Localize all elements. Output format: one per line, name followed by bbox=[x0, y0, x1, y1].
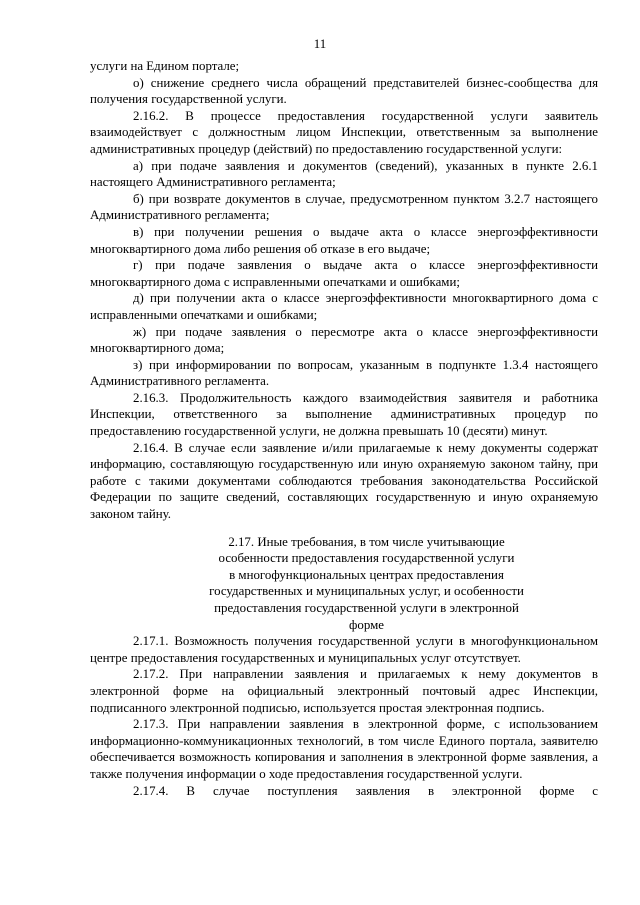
paragraph-item-z: з) при информировании по вопросам, указанным в подпункте 1.3.4 настоящего Административного регламента. bbox=[90, 357, 598, 389]
section-heading-line: форме bbox=[349, 617, 384, 632]
paragraph-2-17-4: 2.17.4. В случае поступления заявления в электронной форме с bbox=[133, 783, 598, 798]
section-heading-line: государственных и муниципальных услуг, и особенности bbox=[209, 584, 524, 599]
paragraph-continuation: услуги на Едином портале; bbox=[90, 59, 240, 73]
paragraph-item-b: б) при возврате документов в случае, предусмотренном пунктом 3.2.7 настоящего Административного регламента; bbox=[90, 191, 598, 223]
paragraph-item-a: а) при подаче заявления и документов (сведений), указанных в пункте 2.6.1 настоящего Административного регламента; bbox=[90, 158, 598, 190]
section-heading-line: предоставления государственной услуги в электронной bbox=[214, 601, 519, 615]
document-body bbox=[90, 58, 598, 799]
section-heading-line: 2.17. Иные требования, в том числе учитывающие bbox=[228, 534, 505, 549]
section-heading-2-17 bbox=[90, 534, 598, 634]
paragraph-2-16-4: 2.16.4. В случае если заявление и/или прилагаемые к нему документы содержат информацию, составляющую государственную или иную охраняемую законом тайну, при работе с такими документами соблюдаются требования законодательства Российской Федерации по защите сведений, составляющих государственную и иную охраняемую законом тайну. bbox=[90, 440, 598, 522]
paragraph-2-17-3: 2.17.3. При направлении заявления в электронной форме, с использованием информационно-коммуникационных технологий, в том числе Единого портала, заявителю обеспечивается возможность копирования и заполнения в электронной форме заявления, а также получения информации о ходе предоставления государственной услуги. bbox=[90, 717, 598, 781]
paragraph-item-g: г) при подаче заявления о выдаче акта о классе энергоэффективности многоквартирного дома с исправленными опечатками и ошибками; bbox=[90, 258, 598, 289]
paragraph-2-17-1: 2.17.1. Возможность получения государственной услуги в многофункциональном центре предоставления государственных и муниципальных услуг отсутствует. bbox=[90, 634, 598, 665]
paragraph-item-zh: ж) при подаче заявления о пересмотре акта о классе энергоэффективности многоквартирного дома; bbox=[90, 324, 598, 356]
section-heading-line: в многофункциональных центрах предоставления bbox=[229, 567, 504, 582]
paragraph-item-d: д) при получении акта о классе энергоэффективности многоквартирного дома с исправленными опечатками и ошибками; bbox=[90, 291, 598, 322]
paragraph-2-16-3: 2.16.3. Продолжительность каждого взаимодействия заявителя и работника Инспекции, ответственного за выполнение административных процедур по предоставлению государственной услуги, не должна превышать 10 (десяти) минут. bbox=[90, 390, 598, 439]
paragraph-2-16-2: 2.16.2. В процессе предоставления государственной услуги заявитель взаимодействует с должностным лицом Инспекции, ответственным за выполнение административных процедур (действий) по предоставлению государственной услуги: bbox=[90, 108, 598, 156]
section-heading-line: особенности предоставления государственной услуги bbox=[218, 551, 515, 566]
paragraph-item-o: о) снижение среднего числа обращений представителей бизнес-сообщества для получения государственной услуги. bbox=[90, 75, 598, 107]
paragraph-item-v: в) при получении решения о выдаче акта о классе энергоэффективности многоквартирного дома либо решения об отказе в его выдаче; bbox=[90, 224, 598, 256]
page-number: 11 bbox=[313, 37, 327, 51]
paragraph-2-17-2: 2.17.2. При направлении заявления и прилагаемых к нему документов в электронной форме на официальный электронный почтовый адрес Инспекции, подписанного электронной подписью, используется простая электронная подпись. bbox=[90, 667, 598, 715]
